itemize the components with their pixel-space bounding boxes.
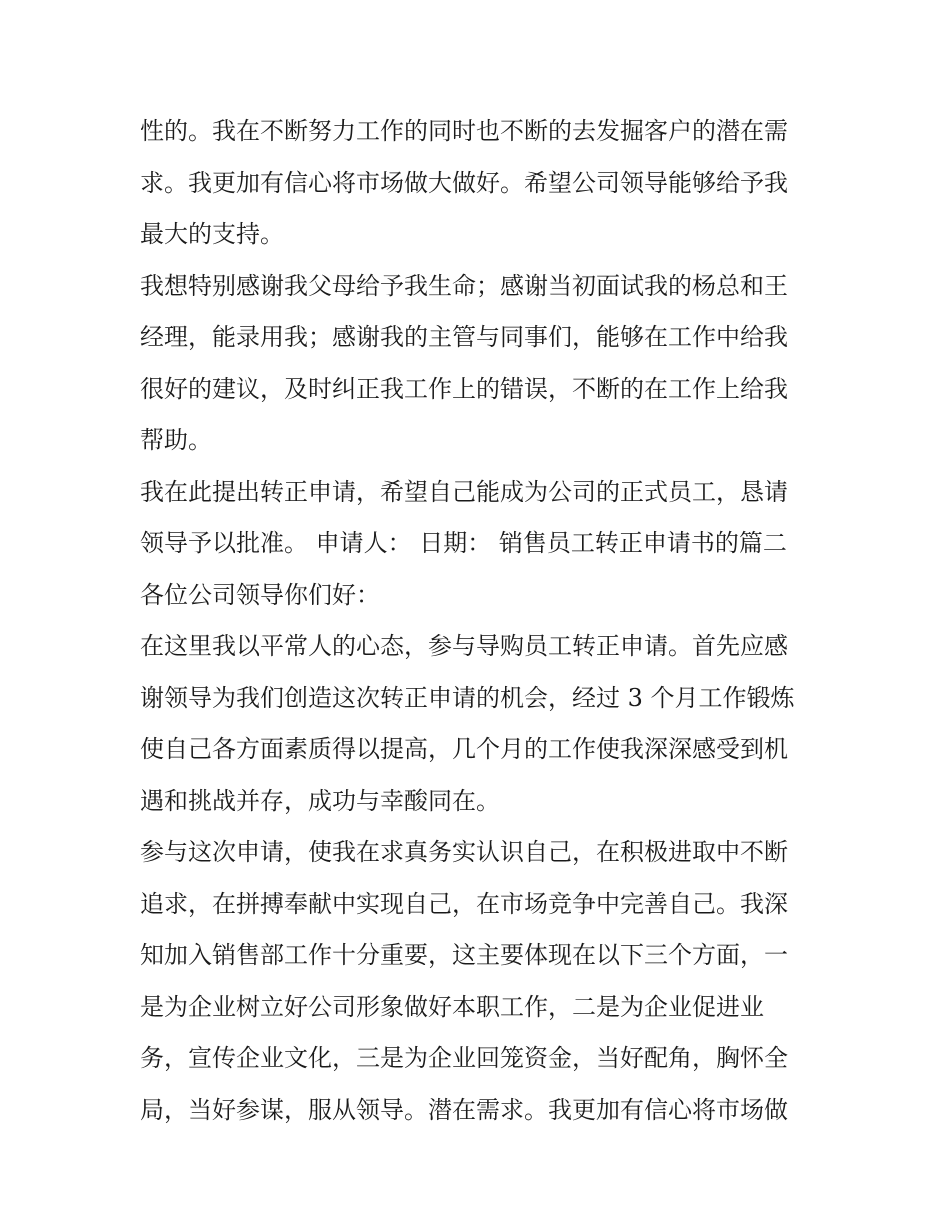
text-line: 追求，在拼搏奉献中实现自己，在市场竞争中完善自己。我深 [140, 889, 788, 918]
text-line: 使自己各方面素质得以提高，几个月的工作使我深深感受到机 [140, 735, 788, 763]
text-line: 是为企业树立好公司形象做好本职工作，二是为企业促进业 [140, 992, 764, 1021]
text-line: 领导予以批准。 申请人： 日期： 销售员工转正申请书的篇二 [140, 529, 787, 557]
document-body [140, 106, 830, 1136]
text-line: 谢领导为我们创造这次转正申请的机会，经过 3 个月工作锻炼 [140, 683, 795, 712]
text-line: 最大的支持。 [140, 220, 284, 248]
text-line: 局，当好参谋，服从领导。潜在需求。我更加有信心将市场做 [140, 1095, 788, 1124]
text-line: 我想特别感谢我父母给予我生命；感谢当初面试我的杨总和王 [140, 271, 788, 300]
text-line: 在这里我以平常人的心态，参与导购员工转正申请。首先应感 [140, 632, 788, 660]
text-line: 性的。我在不断努力工作的同时也不断的去发掘客户的潜在需 [140, 117, 788, 145]
text-line: 各位公司领导你们好： [140, 580, 380, 609]
text-line: 很好的建议，及时纠正我工作上的错误，不断的在工作上给我 [140, 374, 788, 403]
text-line: 遇和挑战并存，成功与幸酸同在。 [140, 786, 500, 815]
text-line: 参与这次申请，使我在求真务实认识自己，在积极进取中不断 [140, 838, 788, 866]
text-line: 务，宣传企业文化，三是为企业回笼资金，当好配角，胸怀全 [140, 1044, 788, 1072]
text-line: 知加入销售部工作十分重要，这主要体现在以下三个方面，一 [140, 941, 788, 969]
text-line: 求。我更加有信心将市场做大做好。希望公司领导能够给予我 [140, 168, 788, 197]
text-line: 经理，能录用我；感谢我的主管与同事们，能够在工作中给我 [140, 323, 788, 351]
text-line: 我在此提出转正申请，希望自己能成为公司的正式员工，恳请 [140, 477, 788, 506]
text-line: 帮助。 [140, 426, 212, 454]
